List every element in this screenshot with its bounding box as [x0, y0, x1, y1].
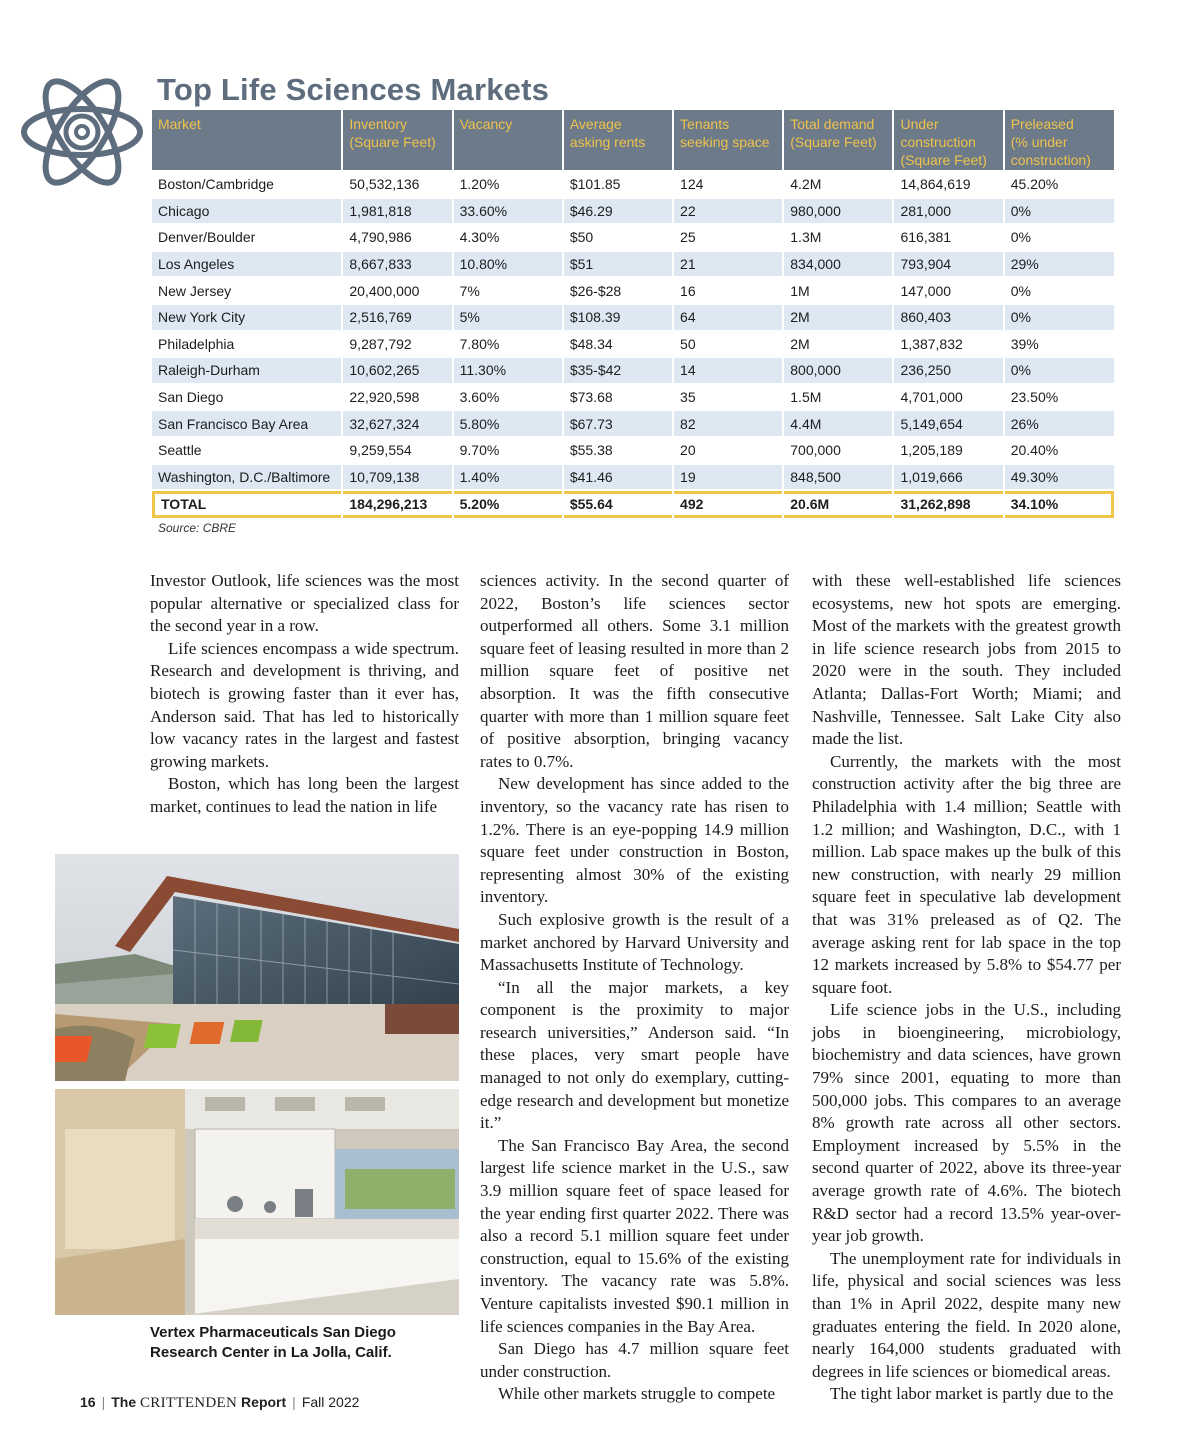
source-note: Source: CBRE [158, 521, 237, 535]
table-cell: 29% [1005, 252, 1114, 277]
page-number: 16 [80, 1394, 96, 1410]
table-cell: $26-$28 [564, 278, 672, 303]
table-cell: 7.80% [454, 332, 562, 357]
table-cell: $101.85 [564, 172, 672, 197]
table-header-row [152, 110, 1114, 170]
paragraph: Life sciences encompass a wide spectrum. Research and development is thriving, and biotech is growing faster than it ever has, Anderson said. That has led to historically low vacancy rates in the largest and fastest growing markets. [150, 638, 459, 771]
table-cell: 20.40% [1005, 438, 1114, 463]
table-cell: 2M [784, 305, 892, 330]
article-column-3 [812, 570, 1121, 1406]
total-row [152, 491, 1114, 518]
table-cell: 980,000 [784, 199, 892, 224]
table-cell: 4.4M [784, 411, 892, 436]
table-cell: $55.38 [564, 438, 672, 463]
table-cell: 1.20% [454, 172, 562, 197]
table-row [152, 385, 1114, 410]
table-cell: San Francisco Bay Area [152, 411, 341, 436]
table-cell: 39% [1005, 332, 1114, 357]
table-cell: 22 [674, 199, 782, 224]
table-cell: 23.50% [1005, 385, 1114, 410]
table-cell: 848,500 [784, 465, 892, 490]
table-cell: 1,981,818 [343, 199, 451, 224]
paragraph: sciences activity. In the second quarter of 2022, Boston’s life sciences sector outperformed all others. Some 3.1 million square feet of leasing resulted in more than 2 million square feet of positive net absorption. It was the fifth consecutive quarter with more than 1 million square feet of positive absorption, bringing vacancy rates to 0.7%. [480, 571, 789, 771]
table-cell: 2M [784, 332, 892, 357]
table-cell: 1.5M [784, 385, 892, 410]
paragraph: Currently, the markets with the most construction activity after the big three are Philadelphia with 1.4 million; Seattle with 1.2 million; and Washington, D.C., with 1 million. Lab space makes up the bulk of this new construction, with nearly 29 million square feet in speculative lab development that was 31% preleased as of Q2. The average asking rent for lab space in the top 12 markets increased by 5.8% to $54.77 per square foot. [812, 751, 1121, 997]
table-cell: 26% [1005, 411, 1114, 436]
table-cell: 1.40% [454, 465, 562, 490]
table-cell: 20,400,000 [343, 278, 451, 303]
table-cell: 1M [784, 278, 892, 303]
table-cell: 33.60% [454, 199, 562, 224]
column-header: Under construction (Square Feet) [894, 110, 1002, 170]
table-cell: 82 [674, 411, 782, 436]
paragraph: Boston, which has long been the largest market, continues to lead the nation in life [150, 774, 459, 816]
table-cell: 10.80% [454, 252, 562, 277]
table-cell: 5% [454, 305, 562, 330]
table-cell: 4,701,000 [894, 385, 1002, 410]
table-cell: 9.70% [454, 438, 562, 463]
table-cell: 64 [674, 305, 782, 330]
table-cell: 49.30% [1005, 465, 1114, 490]
table-cell: 9,259,554 [343, 438, 451, 463]
publication-name: The CRITTENDEN Report [111, 1394, 287, 1411]
article-column-1 [150, 570, 459, 819]
table-cell: 35 [674, 385, 782, 410]
table-cell: 8,667,833 [343, 252, 451, 277]
table-cell: $46.29 [564, 199, 672, 224]
table-cell: 700,000 [784, 438, 892, 463]
lab-interior-photo [55, 1089, 459, 1315]
table-cell: San Diego [152, 385, 341, 410]
column-header: Tenants seeking space [674, 110, 782, 170]
table-row [152, 411, 1114, 436]
table-row [152, 278, 1114, 303]
paragraph: Life science jobs in the U.S., including jobs in bioengineering, microbiology, biochemistry and data sciences, have grown 79% since 2001, equating to more than 500,000 jobs. This compares to an average 8% growth rate across all other sectors. Employment increased by 5.5% in the second quarter of 2022, above its three-year average growth rate of 4.6%. The biotech R&D sector had a record 13.5% year-over-year job growth. [812, 1000, 1121, 1246]
column-header: Inventory (Square Feet) [343, 110, 451, 170]
table-cell: 7% [454, 278, 562, 303]
table-cell: 5,149,654 [894, 411, 1002, 436]
table-cell: Boston/Cambridge [152, 172, 341, 197]
table-cell: 0% [1005, 358, 1114, 383]
table-cell: $35-$42 [564, 358, 672, 383]
total-cell: 492 [674, 491, 782, 518]
table-cell: 281,000 [894, 199, 1002, 224]
table-cell: $67.73 [564, 411, 672, 436]
table-cell: 236,250 [894, 358, 1002, 383]
column-header: Market [152, 110, 341, 170]
table-cell: 616,381 [894, 225, 1002, 250]
paragraph: The tight labor market is partly due to the [830, 1384, 1114, 1404]
total-cell: TOTAL [152, 491, 341, 518]
table-cell: 45.20% [1005, 172, 1114, 197]
table-cell: 4.2M [784, 172, 892, 197]
table-cell: 22,920,598 [343, 385, 451, 410]
table-cell: 0% [1005, 199, 1114, 224]
table-cell: Seattle [152, 438, 341, 463]
column-header: Vacancy [454, 110, 562, 170]
table-cell: 10,709,138 [343, 465, 451, 490]
table-cell: 1.3M [784, 225, 892, 250]
table-cell: $41.46 [564, 465, 672, 490]
table-cell: 25 [674, 225, 782, 250]
table-cell: Philadelphia [152, 332, 341, 357]
paragraph: “In all the major markets, a key component is the proximity to major research universities,” Anderson said. “In these places, very smart people have managed to not only do exemplary, cutting-edge research and development but monetize it.” [480, 977, 789, 1133]
table-row [152, 252, 1114, 277]
paragraph: San Diego has 4.7 million square feet under construction. [480, 1339, 789, 1381]
table-cell: $50 [564, 225, 672, 250]
paragraph: While other markets struggle to compete [498, 1384, 776, 1404]
table-cell: Washington, D.C./Baltimore [152, 465, 341, 490]
table-cell: 0% [1005, 305, 1114, 330]
table-cell: 32,627,324 [343, 411, 451, 436]
table-cell: 124 [674, 172, 782, 197]
table-row [152, 358, 1114, 383]
table-row [152, 225, 1114, 250]
table-cell: 50,532,136 [343, 172, 451, 197]
table-cell: 5.80% [454, 411, 562, 436]
table-cell: 21 [674, 252, 782, 277]
table-cell: $73.68 [564, 385, 672, 410]
paragraph: with these well-established life sciences ecosystems, new hot spots are emerging. Most of the markets with the greatest growth in life science research jobs from 2015 to 2020 were in the south. They included Atlanta; Dallas-Fort Worth; Miami; and Nashville, Tennessee. Salt Lake City also made the list. [812, 571, 1121, 749]
page-title: Top Life Sciences Markets [157, 72, 550, 107]
total-cell: 20.6M [784, 491, 892, 518]
table-cell: 1,019,666 [894, 465, 1002, 490]
table-row [152, 172, 1114, 197]
table-cell: 147,000 [894, 278, 1002, 303]
table-cell: $51 [564, 252, 672, 277]
issue-label: Fall 2022 [301, 1394, 360, 1410]
table-row [152, 465, 1114, 490]
table-cell: 11.30% [454, 358, 562, 383]
photo-caption: Vertex Pharmaceuticals San Diego Research Center in La Jolla, Calif. [150, 1324, 396, 1361]
table-cell: 50 [674, 332, 782, 357]
table-cell: 1,205,189 [894, 438, 1002, 463]
paragraph: New development has since added to the inventory, so the vacancy rate has risen to 1.2%. There is an eye-popping 14.9 million square feet under construction in Boston, representing almost 30% of the existing inventory. [480, 774, 789, 907]
article-column-2 [480, 570, 789, 1406]
table-cell: 2,516,769 [343, 305, 451, 330]
table-cell: 834,000 [784, 252, 892, 277]
table-row [152, 305, 1114, 330]
table-cell: 1,387,832 [894, 332, 1002, 357]
total-cell: 5.20% [454, 491, 562, 518]
table-cell: Chicago [152, 199, 341, 224]
total-cell: $55.64 [564, 491, 672, 518]
column-header: Total demand (Square Feet) [784, 110, 892, 170]
markets-table [150, 108, 1116, 520]
table-cell: 3.60% [454, 385, 562, 410]
table-row [152, 199, 1114, 224]
table-cell: $48.34 [564, 332, 672, 357]
table-cell: 16 [674, 278, 782, 303]
column-header: Preleased (% under construction) [1005, 110, 1114, 170]
table-cell: New York City [152, 305, 341, 330]
table-cell: 0% [1005, 225, 1114, 250]
table-cell: 10,602,265 [343, 358, 451, 383]
table-cell: New Jersey [152, 278, 341, 303]
page-footer: 16 | The CRITTENDEN Report | Fall 2022 [80, 1394, 360, 1411]
paragraph: Such explosive growth is the result of a market anchored by Harvard University and Massachusetts Institute of Technology. [480, 909, 789, 975]
table-cell: 0% [1005, 278, 1114, 303]
paragraph: Investor Outlook, life sciences was the most popular alternative or specialized class for the second year in a row. [150, 571, 459, 636]
table-cell: 4.30% [454, 225, 562, 250]
column-header: Average asking rents [564, 110, 672, 170]
paragraph: The unemployment rate for individuals in life, physical and social sciences was less than 1% in April 2022, despite many new graduates entering the field. In 2020 alone, nearly 164,000 students graduated with degrees in life sciences or biomedical areas. [812, 1248, 1121, 1381]
table-cell: 14 [674, 358, 782, 383]
total-cell: 34.10% [1005, 491, 1114, 518]
table-row [152, 332, 1114, 357]
paragraph: The San Francisco Bay Area, the second largest life science market in the U.S., saw 3.9 million square feet of space leased for the year ending first quarter 2022. There was also a record 5.1 million square feet under construction, equal to 15.6% of the existing inventory. The vacancy rate was 5.8%. Venture capitalists invested $90.1 million in life sciences companies in the Bay Area. [480, 1135, 789, 1336]
table-cell: Denver/Boulder [152, 225, 341, 250]
table-cell: 19 [674, 465, 782, 490]
table-cell: 14,864,619 [894, 172, 1002, 197]
table-cell: Los Angeles [152, 252, 341, 277]
table-cell: 860,403 [894, 305, 1002, 330]
total-cell: 184,296,213 [343, 491, 451, 518]
table-cell: 9,287,792 [343, 332, 451, 357]
table-cell: $108.39 [564, 305, 672, 330]
table-cell: 20 [674, 438, 782, 463]
total-cell: 31,262,898 [894, 491, 1002, 518]
building-exterior-photo [55, 854, 459, 1081]
table-cell: Raleigh-Durham [152, 358, 341, 383]
table-cell: 793,904 [894, 252, 1002, 277]
atom-icon [20, 62, 146, 202]
table-cell: 800,000 [784, 358, 892, 383]
table-cell: 4,790,986 [343, 225, 451, 250]
table-row [152, 438, 1114, 463]
